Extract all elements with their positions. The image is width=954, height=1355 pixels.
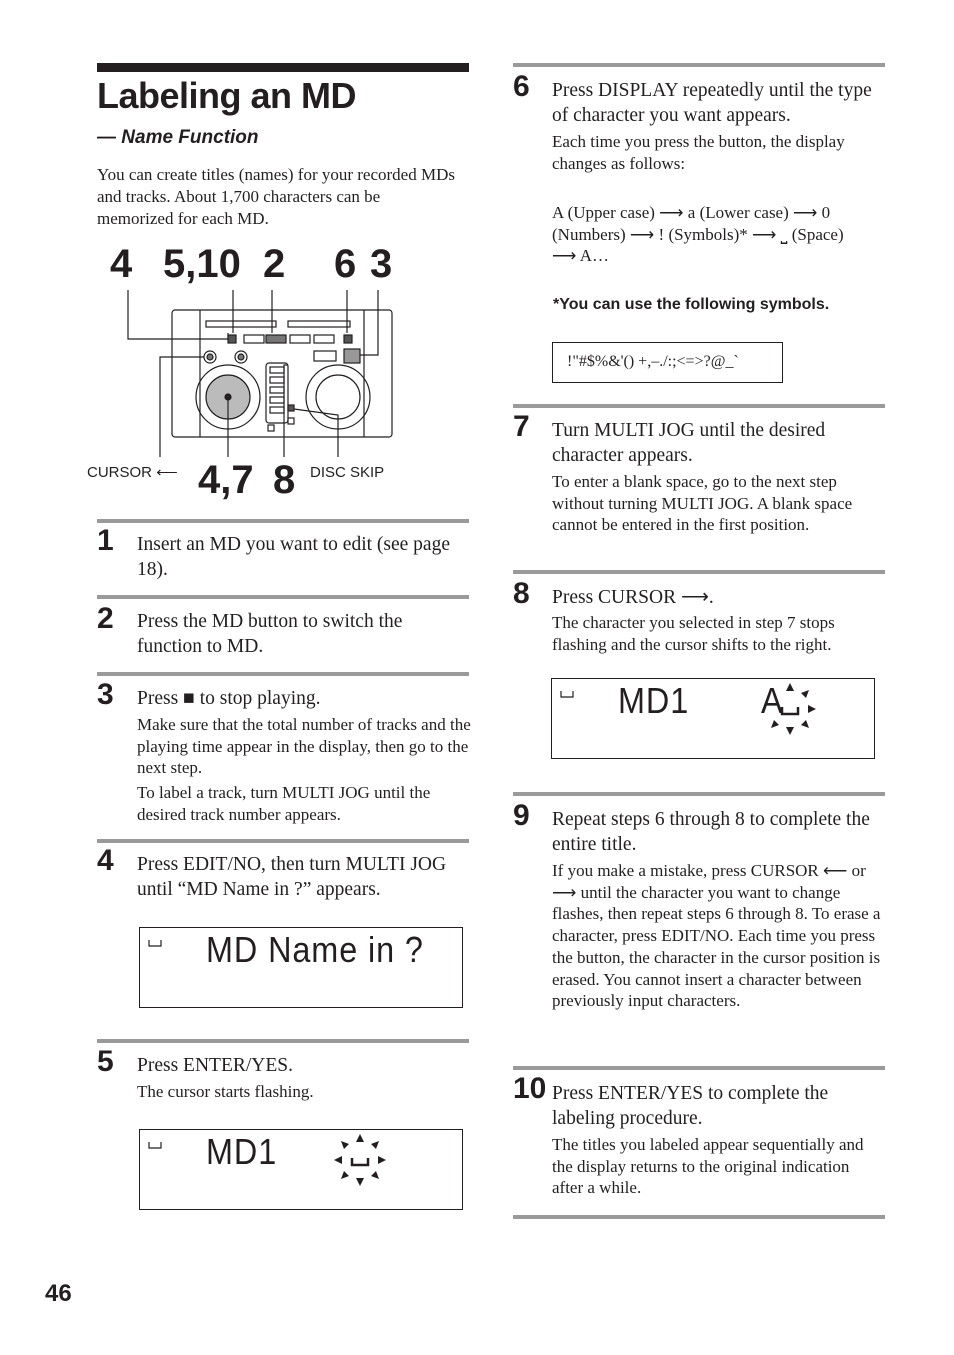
step4-number: 4 (97, 844, 114, 877)
callout-2: 2 (263, 242, 286, 286)
step6-text: Press DISPLAY repeatedly until the type of character you want appears. (552, 80, 872, 126)
disc-skip-label: DISC SKIP (310, 464, 385, 481)
callout-4-7: 4,7 (198, 458, 254, 502)
step5-lcd-text: MD1 (206, 1131, 278, 1172)
disc-icon (148, 938, 162, 948)
flashing-cursor-icon (762, 681, 818, 737)
step6-rule (513, 63, 885, 67)
intro-text: You can create titles (names) for your recorded MDs and tracks. About 1,700 characters can be memorized for each MD. (97, 165, 455, 228)
device-illustration (120, 285, 400, 465)
arrow-right-icon: ⟶ (552, 246, 577, 266)
stop-icon: ■ (183, 688, 195, 709)
title-bar (97, 63, 469, 72)
step2-number: 2 (97, 602, 114, 635)
step3-rule (97, 672, 469, 676)
page-number: 46 (45, 1280, 72, 1307)
step3-number: 3 (97, 678, 114, 711)
step10-text: Press ENTER/YES to complete the labeling procedure. (552, 1083, 829, 1129)
arrow-left-icon: ⟵ (823, 861, 848, 880)
step7-rule (513, 404, 885, 408)
arrow-right-icon: ⟶ (629, 224, 655, 244)
step1-text: Insert an MD you want to edit (see page 18). (137, 534, 450, 580)
step5-text: Press ENTER/YES. (137, 1055, 293, 1076)
step8-lcd (551, 678, 875, 759)
step6-note: *You can use the following symbols. (553, 296, 830, 313)
step9-number: 9 (513, 799, 530, 832)
step2-rule (97, 595, 469, 599)
step6-sub: Each time you press the button, the display changes as follows: (552, 132, 845, 173)
step10-rule (513, 1066, 885, 1070)
step6-sequence: A (Upper case) ⟶ a (Lower case) ⟶ 0 (Numbers) ⟶ ! (Symbols)* ⟶ ⎵ (Space) ⟶ A… (552, 203, 844, 266)
step5-sub: The cursor starts flashing. (137, 1082, 314, 1101)
callout-3: 3 (370, 242, 393, 286)
step7-sub: To enter a blank space, go to the next step without turning MULTI JOG. A blank space cannot be entered in the first position. (552, 472, 853, 535)
arrow-right-icon: ⟶ (659, 203, 684, 222)
bottom-rule (513, 1215, 885, 1219)
page-title: Labeling an MD (97, 75, 357, 116)
step7-number: 7 (513, 410, 530, 443)
callout-6: 6 (334, 242, 357, 286)
cursor-label: CURSOR ⟵ (87, 464, 178, 481)
step8-rule (513, 570, 885, 574)
step3-text: Press ■ to stop playing. (137, 688, 321, 709)
step9-rule (513, 792, 885, 796)
step3-sub2: To label a track, turn MULTI JOG until the desired track number appears. (137, 783, 431, 824)
step5-number: 5 (97, 1045, 114, 1078)
step4-rule (97, 839, 469, 843)
arrow-right-icon: ⟶ (680, 587, 709, 608)
step4-lcd-text: MD Name in ? (206, 929, 424, 970)
arrow-right-icon: ⟶ (752, 224, 777, 244)
step2-text: Press the MD button to switch the function to MD. (137, 611, 403, 657)
step5-rule (97, 1039, 469, 1043)
space-icon: ⎵ (780, 224, 788, 244)
callout-8: 8 (273, 458, 296, 502)
symbols-box: !"#$%&'() +,–./:;<=>?@_` (552, 342, 783, 383)
step8-number: 8 (513, 577, 530, 610)
step10-sub: The titles you labeled appear sequentially and the display returns to the original indication after a while. (552, 1135, 864, 1198)
step10-number: 10 (513, 1072, 547, 1105)
step8-lcd-text: MD1 (618, 680, 690, 721)
step1-number: 1 (97, 524, 114, 557)
step8-text: Press CURSOR ⟶. (552, 587, 714, 608)
step4-text: Press EDIT/NO, then turn MULTI JOG until “MD Name in ?” appears. (137, 854, 447, 900)
callout-4: 4 (110, 242, 133, 286)
disc-icon (148, 1140, 162, 1150)
step3-sub1: Make sure that the total number of tracks and the playing time appear in the display, then go to the next step. (137, 715, 471, 778)
step1-rule (97, 519, 469, 523)
page-subtitle: — Name Function (97, 127, 259, 148)
arrow-right-icon: ⟶ (552, 882, 577, 902)
flashing-cursor-icon (332, 1132, 388, 1188)
step8-sub: The character you selected in step 7 stops flashing and the cursor shifts to the right. (552, 613, 835, 654)
step6-number: 6 (513, 70, 530, 103)
step7-text: Turn MULTI JOG until the desired character appears. (552, 420, 826, 466)
arrow-right-icon: ⟶ (793, 203, 818, 222)
step9-text: Repeat steps 6 through 8 to complete the entire title. (552, 809, 870, 855)
step5-lcd (139, 1129, 463, 1210)
callout-5-10: 5,10 (163, 242, 241, 286)
step8-lcd-char: A (761, 680, 784, 721)
arrow-left-icon: ⟵ (156, 464, 178, 481)
step9-sub: If you make a mistake, press CURSOR ⟵ or ⟶ until the character you want to change flashes, then repeat steps 6 through 8. To erase a character, press EDIT/NO. Each time you press the button, the character in the cursor position is erased. You cannot insert a character between previously input characters. (552, 861, 881, 1011)
disc-icon (560, 689, 574, 699)
step4-lcd (139, 927, 463, 1008)
